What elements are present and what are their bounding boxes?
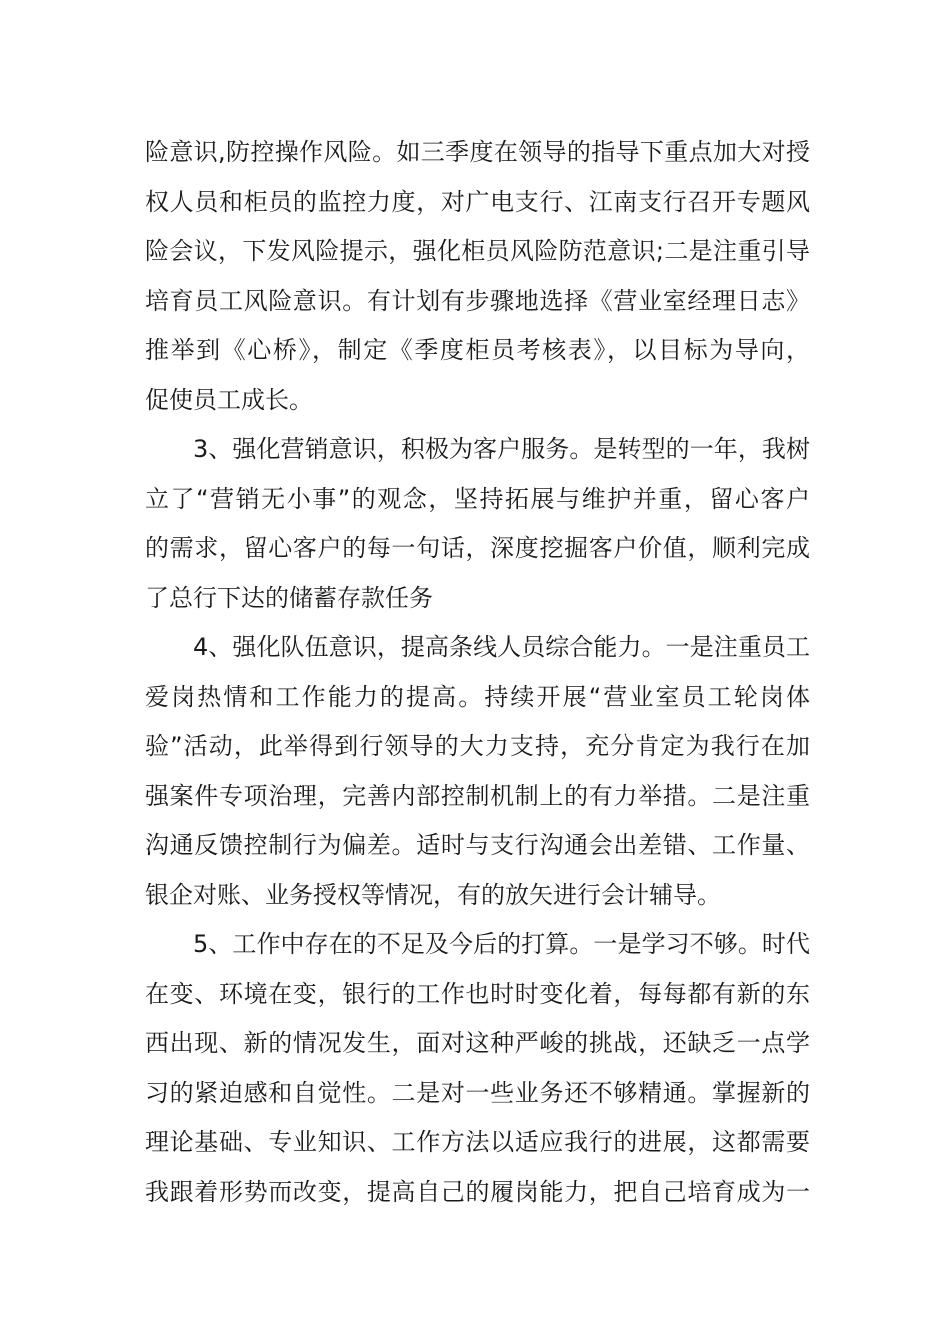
text-line: 促使员工成长。 xyxy=(145,385,313,414)
text-line: 3、强化营销意识，积极为客户服务。是转型的一年，我树 xyxy=(193,435,810,463)
document-body xyxy=(145,128,810,1217)
text-line: 西出现、新的情况发生，面对这种严峻的挑战，还缺乏一点学 xyxy=(145,1029,810,1057)
text-line: 权人员和柜员的监控力度，对广电支行、江南支行召开专题风 xyxy=(145,187,810,216)
text-line: 培育员工风险意识。有计划有步骤地选择《营业室经理日志》 xyxy=(145,286,810,315)
text-line: 4、强化队伍意识，提高条线人员综合能力。一是注重员工 xyxy=(193,633,810,661)
text-line: 的需求，留心客户的每一句话，深度挖掘客户价值，顺利完成 xyxy=(145,534,810,562)
text-line: 险会议，下发风险提示，强化柜员风险防范意识;二是注重引导 xyxy=(145,237,810,265)
text-line: 银企对账、业务授权等情况，有的放矢进行会计辅导。 xyxy=(145,880,721,909)
text-line: 险意识,防控操作风险。如三季度在领导的指导下重点加大对授 xyxy=(145,138,810,166)
text-line: 爱岗热情和工作能力的提高。持续开展“营业室员工轮岗体 xyxy=(145,682,810,711)
text-line: 我跟着形势而改变，提高自己的履岗能力，把自己培育成为一 xyxy=(145,1177,810,1206)
text-line: 理论基础、专业知识、工作方法以适应我行的进展，这都需要 xyxy=(145,1128,810,1156)
text-line: 习的紧迫感和自觉性。二是对一些业务还不够精通。掌握新的 xyxy=(145,1078,810,1107)
text-line: 强案件专项治理，完善内部控制机制上的有力举措。二是注重 xyxy=(145,781,810,810)
text-line: 在变、环境在变，银行的工作也时时变化着，每每都有新的东 xyxy=(145,979,810,1008)
text-line: 了总行下达的储蓄存款任务 xyxy=(145,583,433,612)
text-line: 立了“营销无小事”的观念，坚持拓展与维护并重，留心客户 xyxy=(145,484,810,513)
text-line: 5、工作中存在的不足及今后的打算。一是学习不够。时代 xyxy=(193,930,810,958)
text-line: 验”活动，此举得到行领导的大力支持，充分肯定为我行在加 xyxy=(145,732,810,760)
text-line: 沟通反馈控制行为偏差。适时与支行沟通会出差错、工作量、 xyxy=(145,831,810,859)
text-line: 推举到《心桥》，制定《季度柜员考核表》，以目标为导向， xyxy=(145,336,810,364)
